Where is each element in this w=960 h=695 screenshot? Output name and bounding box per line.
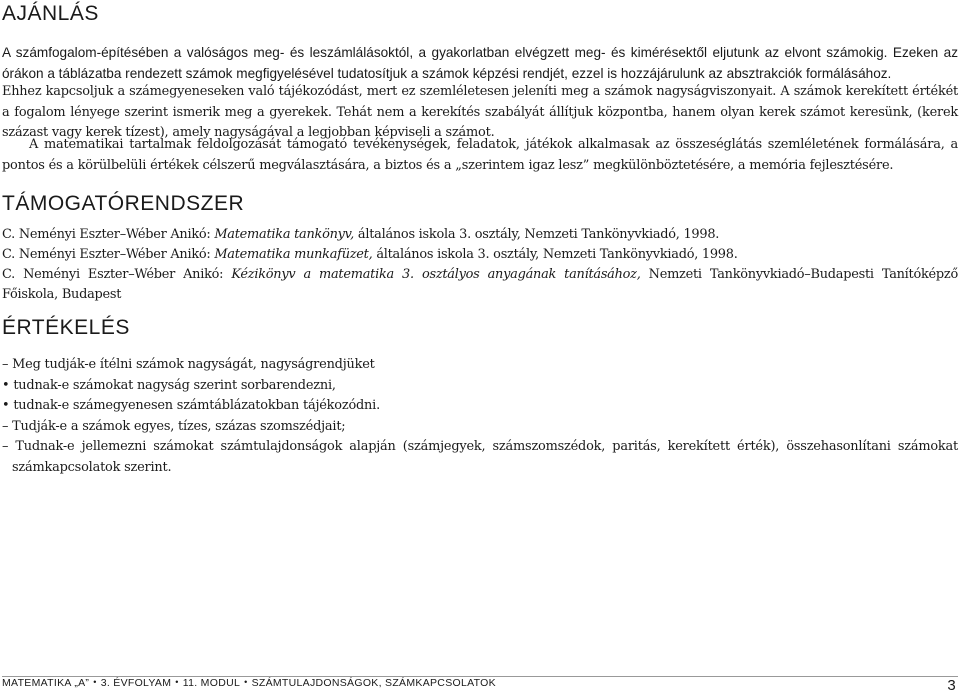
list-dash-marker: – bbox=[2, 418, 9, 434]
reference-authors: C. Neményi Eszter–Wéber Anikó: bbox=[2, 267, 232, 282]
footer-module: 11. MODUL bbox=[182, 677, 241, 689]
reference-publisher: általános iskola 3. osztály, Nemzeti Tankönyvkiadó, 1998. bbox=[354, 227, 720, 242]
evaluation-item bbox=[2, 376, 958, 397]
evaluation-item-text: Tudnak-e jellemezni számokat számtulajdonságok alapján (számjegyek, számszomszédok, paritás, kerekített érték), összehasonlítani számokat számkapcsolatok szerint. bbox=[12, 439, 958, 475]
evaluation-item bbox=[2, 355, 958, 376]
reference-publisher: általános iskola 3. osztály, Nemzeti Tankönyvkiadó, 1998. bbox=[372, 247, 738, 262]
reference-title: Matematika tankönyv, bbox=[214, 227, 355, 242]
list-dash-marker: – bbox=[2, 439, 9, 454]
recommendation-paragraph-3: A matematikai tartalmak feldolgozását támogató tevékenységek, feladatok, játékok alkalmasak az összeséglátás szemléletének formálására, a pontos és a körülbelüli értékek célszerű megválasztására, a biztos és a „szerintem igaz lesz” megkülönböztetésére, a memória fejlesztésére. bbox=[2, 137, 958, 173]
footer-subject: MATEMATIKA „A” bbox=[2, 677, 90, 689]
evaluation-item bbox=[2, 396, 958, 417]
reference-item bbox=[2, 225, 958, 245]
reference-title: Matematika munkafüzet, bbox=[214, 247, 373, 262]
footer-separator: • bbox=[93, 677, 97, 687]
footer-topic: SZÁMTULAJDONSÁGOK, SZÁMKAPCSOLATOK bbox=[251, 677, 496, 689]
reference-item bbox=[2, 265, 958, 305]
evaluation-item-text: tudnak-e számegyenesen számtáblázatokban tájékozódni. bbox=[13, 398, 380, 413]
evaluation-item-text: Tudják-e a számok egyes, tízes, százas szomszédjait; bbox=[12, 418, 346, 434]
recommendation-paragraph-2: Ehhez kapcsoljuk a számegyeneseken való tájékozódást, mert ez szemléletesen jeleníti meg a számok nagyságviszonyait. A számok kerekített értékét a fogalom lényege szerint ismerik meg a gyerekek. Tehát nem a kerekítés szabályát állítjuk központba, hanem olyan kerek számot keresünk, (kerek százast vagy kerek tízest), amely nagyságával a legjobban képviseli a számot. bbox=[2, 84, 958, 140]
section-heading-evaluation: ÉRTÉKELÉS bbox=[2, 316, 130, 339]
reference-title: Kézikönyv a matematika 3. osztályos anyagának tanításához, bbox=[231, 267, 641, 282]
reference-list bbox=[2, 225, 958, 305]
footer-separator: • bbox=[244, 677, 248, 687]
evaluation-item bbox=[2, 417, 958, 438]
list-bullet-marker: • bbox=[2, 377, 10, 393]
evaluation-item bbox=[2, 437, 958, 478]
list-dash-marker: – bbox=[2, 357, 9, 372]
section-heading-support: TÁMOGATÓRENDSZER bbox=[2, 192, 245, 215]
recommendation-paragraph-1: A számfogalom-építésében a valóságos meg- és leszámlálásoktól, a gyakorlatban elvégzett meg- és kimérésektől eljutunk az elvont számokig. Ezeken az órákon a táblázatba rendezett számok megfigyelésével tudatosítjuk a számok képzési rendjét, ezzel is hozzájárulunk az absztrakciók formálásához. bbox=[2, 45, 958, 81]
reference-item bbox=[2, 245, 958, 265]
evaluation-item-text: tudnak-e számokat nagyság szerint sorbarendezni, bbox=[13, 377, 336, 393]
section-heading-recommendation: AJÁNLÁS bbox=[2, 2, 99, 25]
footer-separator: • bbox=[175, 677, 179, 687]
page-footer bbox=[2, 676, 958, 695]
footer-running-title bbox=[2, 677, 496, 689]
footer-grade: 3. ÉVFOLYAM bbox=[100, 677, 172, 689]
list-bullet-marker: • bbox=[2, 398, 10, 413]
reference-publisher: Nemzeti Tankönyvkiadó–Budapesti Tanítóképző Főiskola, Budapest bbox=[2, 267, 958, 302]
reference-authors: C. Neményi Eszter–Wéber Anikó: bbox=[2, 227, 215, 242]
evaluation-list bbox=[2, 355, 958, 478]
reference-authors: C. Neményi Eszter–Wéber Anikó: bbox=[2, 247, 215, 262]
page-number: 3 bbox=[947, 677, 956, 694]
evaluation-item-text: Meg tudják-e ítélni számok nagyságát, nagyságrendjüket bbox=[12, 357, 375, 372]
